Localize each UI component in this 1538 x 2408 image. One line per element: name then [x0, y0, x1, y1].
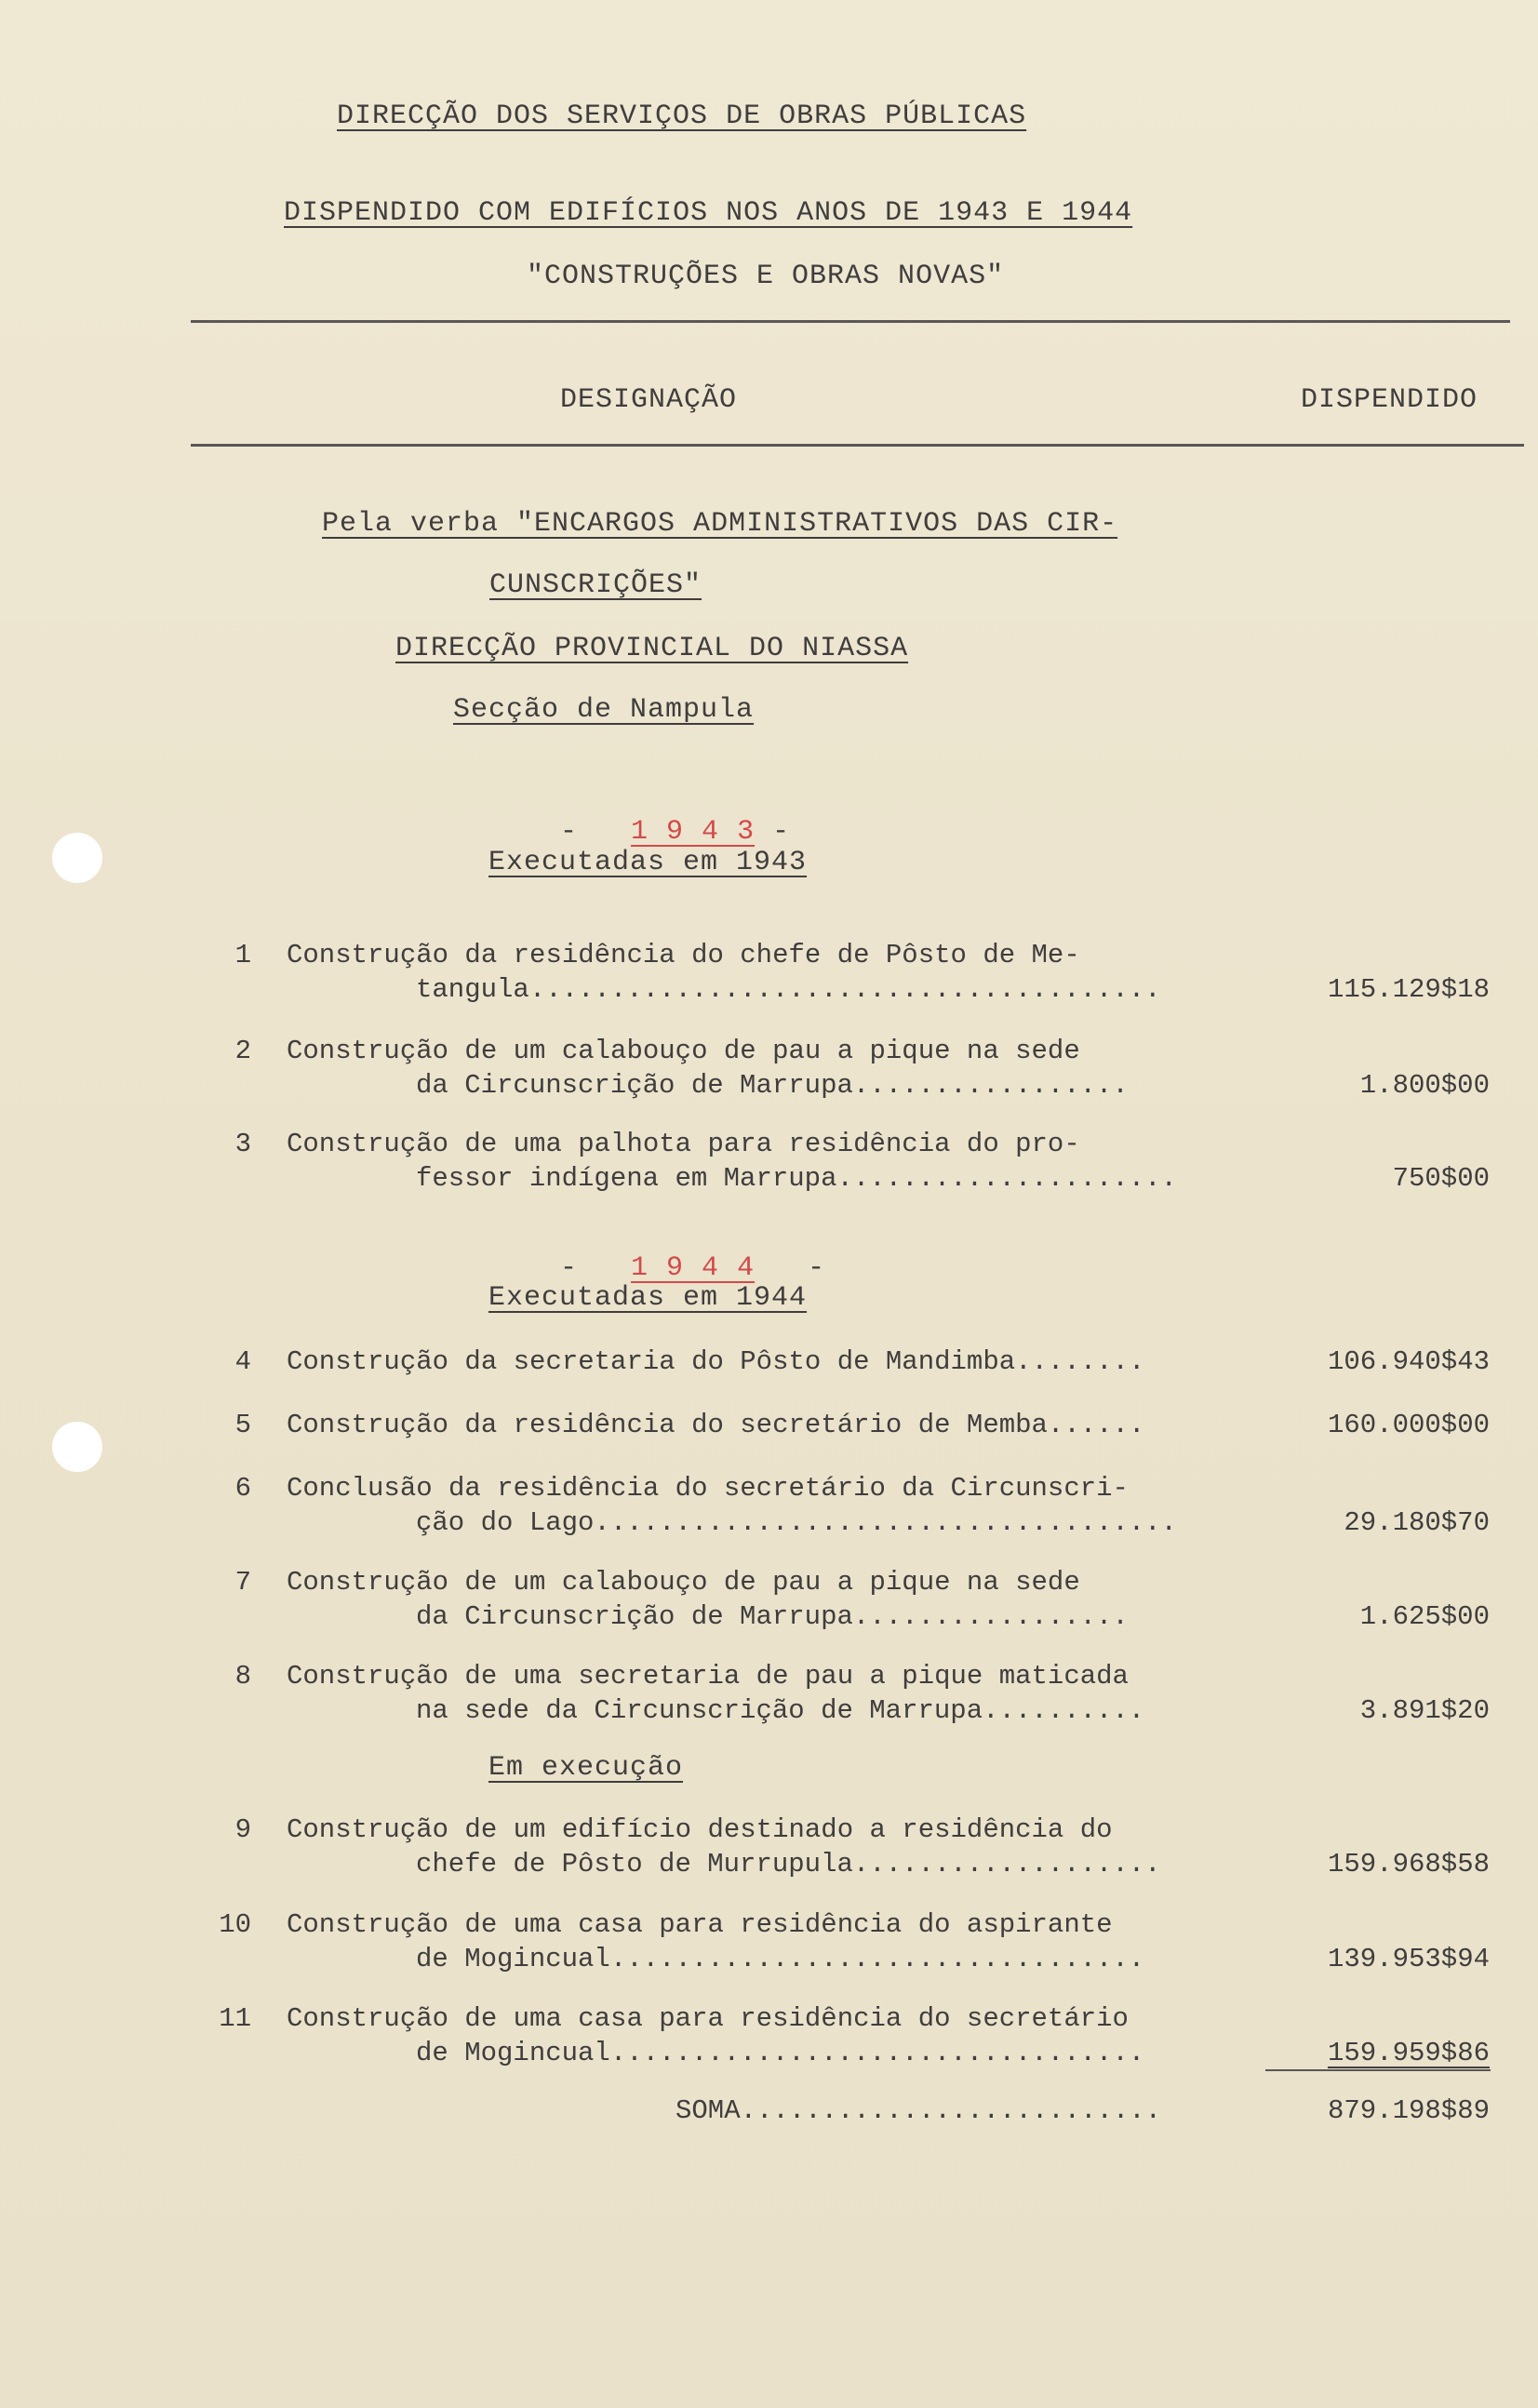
- item-number: 5: [234, 1410, 251, 1440]
- item-number: 6: [234, 1473, 251, 1504]
- dash-left: -: [560, 816, 579, 848]
- item-description-line-1: Construção de um edifício destinado a residência do: [287, 1814, 1113, 1845]
- item-description-line-1: Conclusão da residência do secretário da Circunscri-: [287, 1473, 1129, 1504]
- punch-hole-bottom: [52, 1422, 102, 1472]
- item-number: 7: [234, 1567, 251, 1598]
- em-execucao-heading: Em execução: [488, 1752, 684, 1784]
- item-description-line-1: Construção de uma casa para residência do secretário: [287, 2003, 1129, 2034]
- document-title: DISPENDIDO COM EDIFÍCIOS NOS ANOS DE 1943 E 1944: [284, 197, 1133, 229]
- org-title: DIRECÇÃO DOS SERVIÇOS DE OBRAS PÚBLICAS: [337, 100, 1027, 132]
- item-description-line-1: Construção da residência do chefe de Pôsto de Me-: [287, 940, 1080, 970]
- item-amount: 29.180$70: [1344, 1507, 1490, 1538]
- item-amount: 750$00: [1392, 1163, 1490, 1194]
- item-number: 8: [234, 1661, 251, 1692]
- item-number: 1: [234, 940, 251, 970]
- item-number: 2: [234, 1036, 251, 1066]
- item-amount: 1.800$00: [1359, 1070, 1490, 1101]
- item-description-line-2: na sede da Circunscrição de Marrupa..........: [416, 1695, 1145, 1726]
- dash-left: -: [560, 1252, 579, 1284]
- header-rule-top: [191, 320, 1510, 323]
- item-amount: 139.953$94: [1327, 1944, 1490, 1974]
- item-description-line-2: tangula.......................................: [416, 974, 1161, 1005]
- seccao-heading: Secção de Nampula: [453, 694, 755, 726]
- column-designation: DESIGNAÇÃO: [560, 384, 738, 416]
- item-number: 11: [219, 2003, 251, 2034]
- item-description-line-1: Construção de uma secretaria de pau a pique maticada: [287, 1661, 1129, 1692]
- item-number: 10: [219, 1909, 251, 1940]
- total-label: SOMA..........................: [675, 2095, 1162, 2126]
- verba-line-2: CUNSCRIÇÕES": [489, 569, 702, 601]
- total-rule: [1265, 2069, 1491, 2071]
- item-amount: 115.129$18: [1327, 974, 1490, 1005]
- dash-right: -: [772, 816, 791, 848]
- item-description-line-2: da Circunscrição de Marrupa.................: [416, 1070, 1129, 1101]
- executadas-1944-heading: Executadas em 1944: [488, 1282, 808, 1314]
- provincial-direction: DIRECÇÃO PROVINCIAL DO NIASSA: [395, 633, 909, 664]
- item-description-line-1: Construção da residência do secretário de Memba......: [287, 1410, 1145, 1440]
- header-rule-bottom: [191, 444, 1524, 447]
- item-amount: 106.940$43: [1327, 1346, 1490, 1377]
- item-description-line-1: Construção da secretaria do Pôsto de Mandimba........: [287, 1346, 1145, 1377]
- year-1943: 1 9 4 3: [631, 816, 756, 848]
- item-description-line-1: Construção de um calabouço de pau a pique na sede: [287, 1567, 1080, 1598]
- item-amount: 160.000$00: [1327, 1410, 1490, 1440]
- executadas-1943-heading: Executadas em 1943: [488, 847, 808, 878]
- verba-line-1: Pela verba "ENCARGOS ADMINISTRATIVOS DAS CIR-: [322, 508, 1118, 540]
- item-number: 3: [234, 1129, 251, 1159]
- item-description-line-2: de Mogincual.................................: [416, 1944, 1145, 1974]
- item-description-line-2: ção do Lago....................................: [416, 1507, 1177, 1538]
- year-1944: 1 9 4 4: [631, 1252, 756, 1284]
- document-subtitle: "CONSTRUÇÕES E OBRAS NOVAS": [527, 261, 1005, 292]
- item-amount: 159.968$58: [1327, 1849, 1490, 1880]
- item-amount: 3.891$20: [1359, 1695, 1490, 1726]
- item-description-line-1: Construção de uma palhota para residência do pro-: [287, 1129, 1080, 1159]
- punch-hole-top: [52, 833, 102, 883]
- item-description-line-2: chefe de Pôsto de Murrupula...................: [416, 1849, 1161, 1880]
- total-amount: 879.198$89: [1327, 2095, 1490, 2126]
- item-description-line-1: Construção de um calabouço de pau a pique na sede: [287, 1036, 1080, 1066]
- item-number: 4: [234, 1346, 251, 1377]
- item-description-line-2: de Mogincual.................................: [416, 2038, 1145, 2068]
- item-amount: 159.959$86: [1327, 2038, 1490, 2068]
- item-number: 9: [234, 1814, 251, 1845]
- item-description-line-2: da Circunscrição de Marrupa.................: [416, 1601, 1129, 1632]
- column-spent: DISPENDIDO: [1301, 384, 1478, 416]
- item-description-line-2: fessor indígena em Marrupa.....................: [416, 1163, 1177, 1194]
- item-amount: 1.625$00: [1359, 1601, 1490, 1632]
- item-description-line-1: Construção de uma casa para residência do aspirante: [287, 1909, 1113, 1940]
- dash-right: -: [808, 1252, 826, 1284]
